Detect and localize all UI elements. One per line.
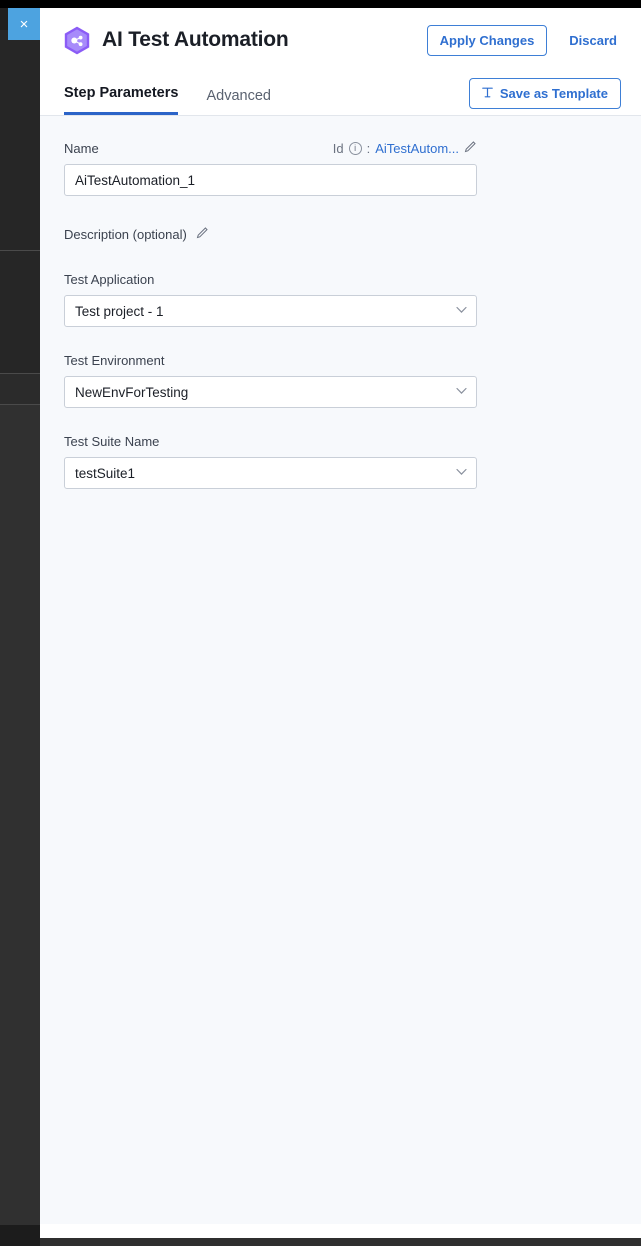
background-strip: [0, 405, 40, 1225]
test-application-row-header: [64, 272, 617, 287]
test-suite-name-row-header: [64, 434, 617, 449]
test-application-value: Test project - 1: [75, 303, 164, 319]
tab-bar: [40, 72, 641, 116]
test-suite-name-field: [64, 434, 617, 489]
background-strip: [0, 1225, 40, 1246]
save-as-template-button[interactable]: [469, 78, 621, 109]
os-top-bar: [0, 0, 641, 8]
test-application-field: [64, 272, 617, 327]
test-application-select-wrap: [64, 295, 477, 327]
test-environment-select-wrap: [64, 376, 477, 408]
background-strip: [0, 30, 40, 250]
description-label: Description (optional): [64, 226, 187, 242]
template-icon: [482, 87, 493, 100]
id-separator: :: [366, 140, 371, 156]
tab-advanced[interactable]: Advanced: [206, 88, 271, 104]
test-suite-name-value: testSuite1: [75, 465, 136, 481]
pencil-icon[interactable]: [464, 140, 477, 156]
test-environment-value: NewEnvForTesting: [75, 384, 189, 400]
name-label: Name: [64, 140, 99, 156]
info-icon[interactable]: i: [349, 142, 362, 155]
panel-header: [40, 8, 641, 72]
form-body: [40, 116, 641, 1224]
save-as-template-label: Save as Template: [499, 86, 608, 101]
id-display: [333, 140, 477, 156]
ai-hexagon-logo-icon: [64, 26, 90, 55]
test-environment-label: Test Environment: [64, 353, 165, 368]
apply-changes-button[interactable]: Apply Changes: [427, 25, 548, 56]
test-suite-name-select-wrap: [64, 457, 477, 489]
background-strip: [0, 374, 40, 404]
test-application-label: Test Application: [64, 272, 155, 287]
test-environment-field: [64, 353, 617, 408]
step-parameters-panel: [40, 8, 641, 1238]
name-row-header: [64, 140, 477, 156]
header-actions: [427, 25, 621, 56]
test-suite-name-label: Test Suite Name: [64, 434, 160, 449]
tab-step-parameters[interactable]: Step Parameters: [64, 85, 178, 115]
tab-bar-actions: [469, 78, 621, 109]
test-environment-select[interactable]: [64, 376, 477, 408]
test-environment-row-header: [64, 353, 617, 368]
test-application-select[interactable]: [64, 295, 477, 327]
close-icon: ×: [19, 15, 29, 33]
panel-footer: [40, 1224, 641, 1238]
id-label: Id: [332, 140, 344, 156]
background-strip: [0, 251, 40, 373]
test-suite-name-select[interactable]: [64, 457, 477, 489]
name-input[interactable]: [64, 164, 477, 196]
close-panel-button[interactable]: [8, 8, 40, 40]
pencil-icon[interactable]: [196, 226, 209, 242]
id-value[interactable]: AiTestAutom...: [375, 140, 459, 156]
description-row: [64, 226, 617, 242]
page-title: AI Test Automation: [102, 28, 289, 51]
discard-button[interactable]: Discard: [565, 33, 621, 48]
